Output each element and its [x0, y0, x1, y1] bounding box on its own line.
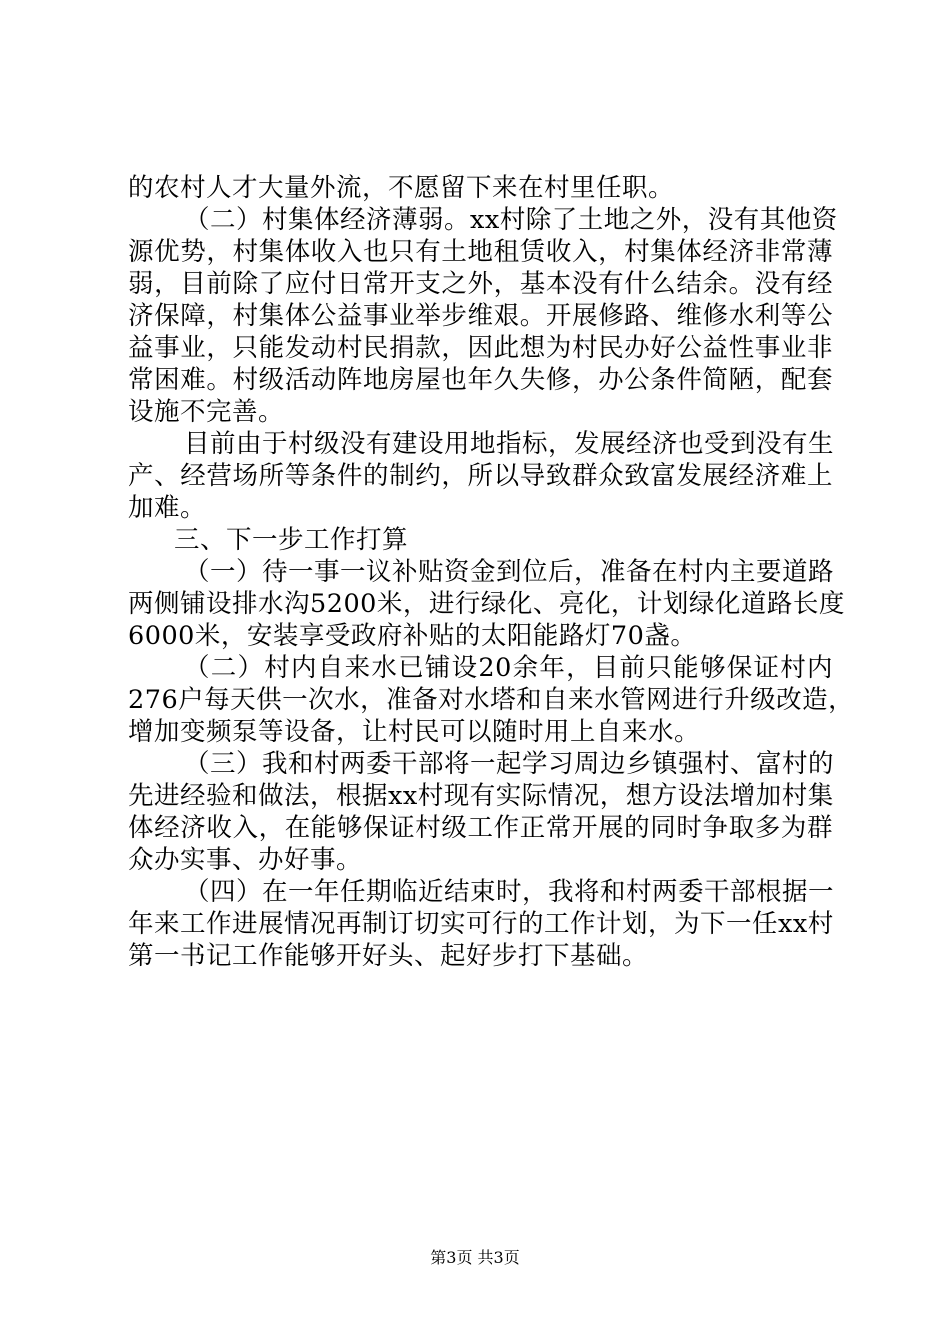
page-number-footer: 第3页 共3页: [430, 1248, 520, 1267]
paragraph-line: （一）待一事一议补贴资金到位后，准备在村内主要道路: [184, 557, 835, 587]
paragraph-line: 产、经营场所等条件的制约，所以导致群众致富发展经济难上: [128, 461, 833, 491]
paragraph-line: 众办实事、办好事。: [128, 845, 363, 875]
paragraph-line: （二）村内自来水已铺设20余年，目前只能够保证村内: [184, 653, 833, 683]
paragraph-line: 先进经验和做法，根据xx村现有实际情况，想方设法增加村集: [128, 781, 834, 811]
paragraph-line: 的农村人才大量外流，不愿留下来在村里任职。: [128, 173, 675, 203]
paragraph-line: 两侧铺设排水沟5200米，进行绿化、亮化，计划绿化道路长度: [128, 589, 845, 619]
paragraph-line: 年来工作进展情况再制订切实可行的工作计划，为下一任xx村: [128, 909, 834, 939]
paragraph-line: 加难。: [128, 493, 207, 523]
paragraph-line: 体经济收入，在能够保证村级工作正常开展的同时争取多为群: [128, 813, 833, 843]
paragraph-line: 益事业，只能发动村民捐款，因此想为村民办好公益性事业非: [128, 333, 833, 363]
paragraph-line: 6000米，安装享受政府补贴的太阳能路灯70盏。: [128, 621, 697, 651]
paragraph-line: 源优势，村集体收入也只有土地租赁收入，村集体经济非常薄: [128, 237, 833, 267]
paragraph-line: 常困难。村级活动阵地房屋也年久失修，办公条件简陋，配套: [128, 365, 833, 395]
paragraph-line: （三）我和村两委干部将一起学习周边乡镇强村、富村的: [184, 749, 835, 779]
paragraph-line: 弱，目前除了应付日常开支之外，基本没有什么结余。没有经: [128, 269, 833, 299]
paragraph-line: 276户每天供一次水，准备对水塔和自来水管网进行升级改造，: [128, 685, 855, 715]
paragraph-line: 济保障，村集体公益事业举步维艰。开展修路、维修水利等公: [128, 301, 833, 331]
document-body: [128, 172, 855, 972]
paragraph-line: 目前由于村级没有建设用地指标，发展经济也受到没有生: [184, 429, 835, 459]
paragraph-line: （四）在一年任期临近结束时，我将和村两委干部根据一: [184, 877, 835, 907]
paragraph-line: 设施不完善。: [128, 397, 285, 427]
paragraph-line: 增加变频泵等设备，让村民可以随时用上自来水。: [128, 717, 701, 747]
section-heading: 三、下一步工作打算: [174, 525, 409, 555]
paragraph-line: （二）村集体经济薄弱。xx村除了土地之外，没有其他资: [184, 205, 838, 235]
paragraph-line: 第一书记工作能够开好头、起好步打下基础。: [128, 941, 649, 971]
